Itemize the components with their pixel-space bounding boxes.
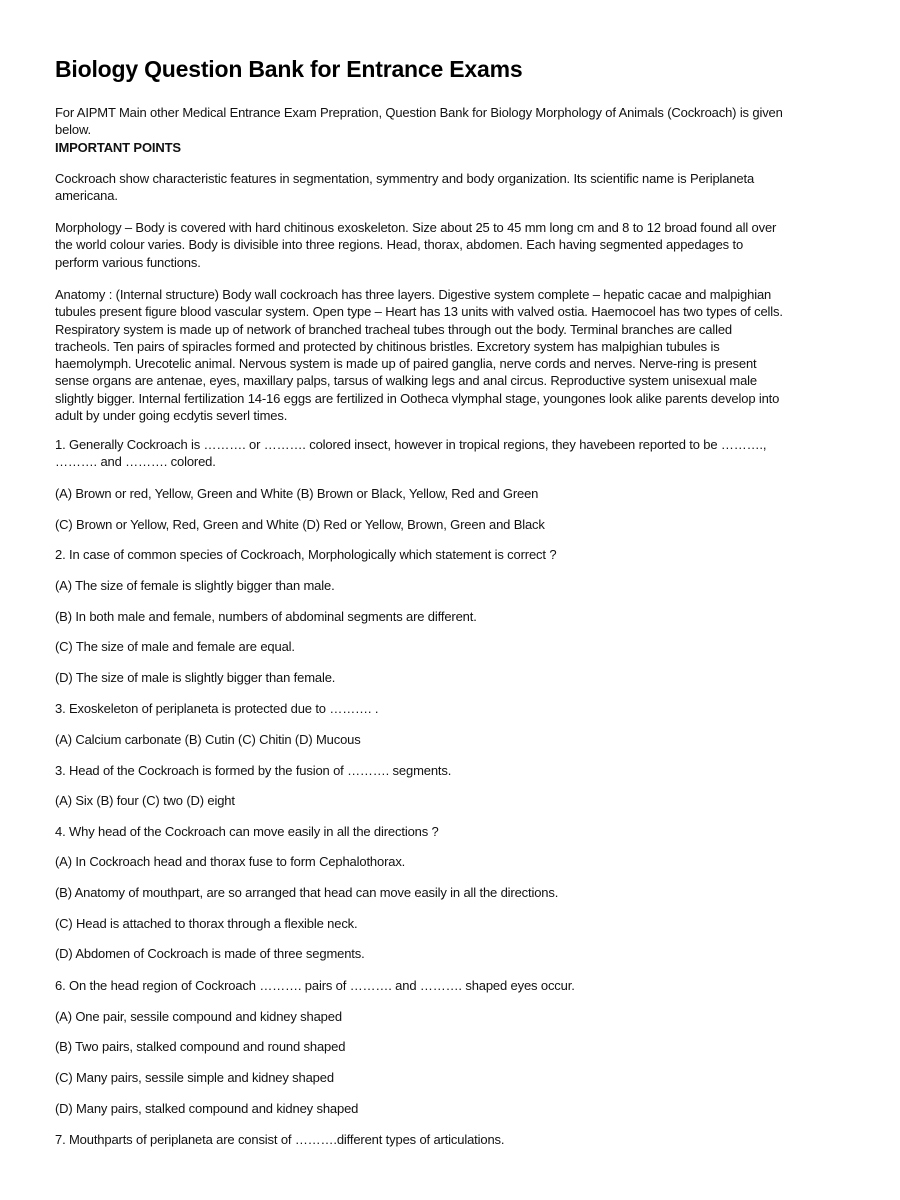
question-text: 3. Exoskeleton of periplaneta is protected due to ………. .	[55, 701, 379, 716]
question-option: (D) Abdomen of Cockroach is made of three segments.	[55, 946, 365, 961]
page-title: Biology Question Bank for Entrance Exams	[55, 56, 523, 82]
question-text: 4. Why head of the Cockroach can move easily in all the directions ?	[55, 824, 439, 839]
paragraph-line: adult by under going ecdytis severl times.	[55, 408, 288, 424]
question-option: (C) Brown or Yellow, Red, Green and White (D) Red or Yellow, Brown, Green and Black	[55, 517, 545, 532]
question-text: 6. On the head region of Cockroach ………. pairs of ………. and ………. shaped eyes occur.	[55, 978, 575, 993]
paragraph-line: Morphology – Body is covered with hard chitinous exoskeleton. Size about 25 to 45 mm long cm and 8 to 12 broad found all over	[55, 220, 777, 235]
question-option: (C) The size of male and female are equal.	[55, 639, 295, 654]
question-text: 7. Mouthparts of periplaneta are consist of ……….different types of articulations.	[55, 1132, 505, 1147]
question-option: (C) Head is attached to thorax through a flexible neck.	[55, 916, 358, 931]
question-option: (A) The size of female is slightly bigger than male.	[55, 578, 335, 593]
question-option: (A) Calcium carbonate (B) Cutin (C) Chitin (D) Mucous	[55, 732, 361, 747]
question-option: (A) In Cockroach head and thorax fuse to form Cephalothorax.	[55, 854, 406, 869]
question-option: (D) The size of male is slightly bigger than female.	[55, 670, 336, 685]
paragraph-line: the world colour varies. Body is divisible into three regions. Head, thorax, abdomen. Each having segmented appedages to	[55, 237, 744, 253]
question-option: (B) Anatomy of mouthpart, are so arranged that head can move easily in all the directions.	[55, 885, 559, 900]
question-option: (B) In both male and female, numbers of abdominal segments are different.	[55, 609, 477, 624]
question-option: (A) Brown or red, Yellow, Green and White (B) Brown or Black, Yellow, Red and Green	[55, 486, 539, 501]
paragraph-line: Cockroach show characteristic features in segmentation, symmentry and body organization. Its scientific name is Periplaneta	[55, 171, 755, 186]
question-option: (B) Two pairs, stalked compound and round shaped	[55, 1039, 346, 1054]
paragraph-line: sense organs are antenae, eyes, maxillary palps, tarsus of walking legs and anal circus. Reproductive system unisexual male	[55, 373, 757, 389]
question-option: (A) Six (B) four (C) two (D) eight	[55, 793, 235, 808]
paragraph-morphology	[55, 219, 855, 271]
paragraph-overview	[55, 170, 855, 205]
paragraph-line: tracheols. Ten pairs of spiracles formed and protected by chitinous bristles. Excretory system has malpighian tubules is	[55, 338, 720, 354]
paragraph-line: americana.	[55, 188, 118, 204]
question-text: 1. Generally Cockroach is ………. or ………. colored insect, however in tropical regions, they havebeen reported to be ……….,	[55, 437, 767, 452]
question-option: (D) Many pairs, stalked compound and kidney shaped	[55, 1101, 359, 1116]
question-1	[55, 436, 855, 471]
paragraph-line: tubules present figure blood vascular system. Open type – Heart has 13 units with valved ostia. Haemocoel has two types of cells.	[55, 304, 783, 320]
intro-line: For AIPMT Main other Medical Entrance Exam Prepration, Question Bank for Biology Morphology of Animals (Cockroach) is given	[55, 105, 783, 120]
paragraph-anatomy	[55, 286, 855, 424]
intro-paragraph	[55, 104, 855, 156]
paragraph-line: perform various functions.	[55, 254, 201, 270]
question-text: ………. and ………. colored.	[55, 454, 216, 470]
intro-line: below.	[55, 122, 91, 138]
paragraph-line: Anatomy : (Internal structure) Body wall cockroach has three layers. Digestive system complete – hepatic cacae and malpighian	[55, 287, 772, 302]
paragraph-line: Respiratory system is made up of network of branched tracheal tubes through out the body. Terminal branches are called	[55, 321, 732, 337]
question-option: (C) Many pairs, sessile simple and kidney shaped	[55, 1070, 334, 1085]
question-text: 3. Head of the Cockroach is formed by the fusion of ………. segments.	[55, 763, 452, 778]
paragraph-line: slightly bigger. Internal fertilization 14-16 eggs are fertilized in Ootheca vlymphal stage, youngones look alike parents develop into	[55, 390, 780, 406]
question-text: 2. In case of common species of Cockroach, Morphologically which statement is correct ?	[55, 547, 557, 562]
question-option: (A) One pair, sessile compound and kidney shaped	[55, 1009, 342, 1024]
important-points-heading: IMPORTANT POINTS	[55, 139, 181, 155]
paragraph-line: haemolymph. Urecotelic animal. Nervous system is made up of paired ganglia, nerve cords and nerves. Nerve-ring is present	[55, 356, 757, 372]
